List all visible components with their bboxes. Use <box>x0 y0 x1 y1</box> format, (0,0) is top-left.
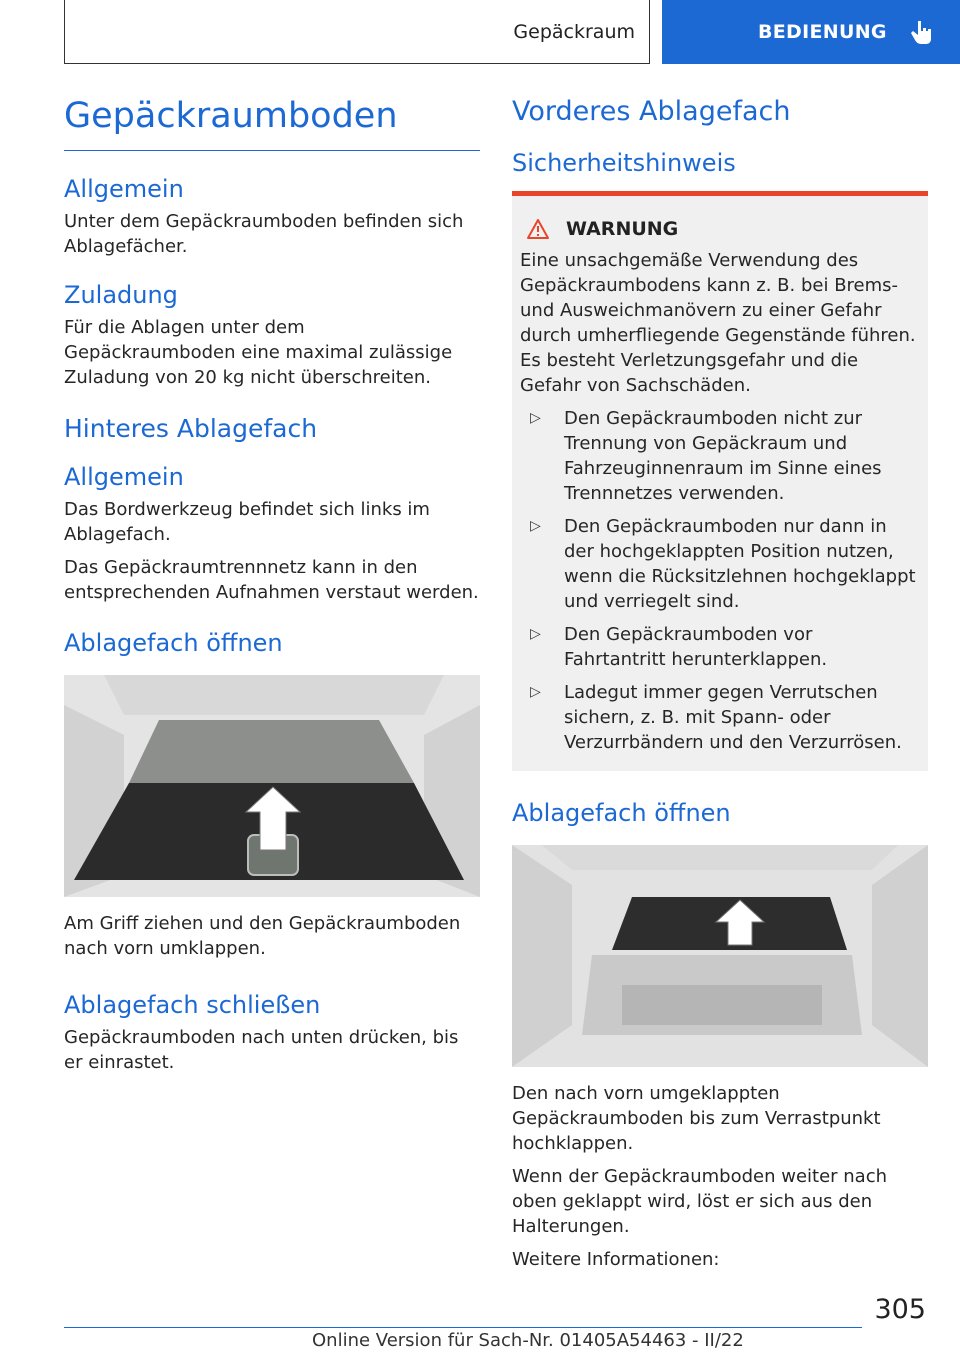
warning-text: Eine unsachgemäße Verwendung des Gepäckraumbodens kann z. B. bei Brems- und Ausweichmanövern zu einer Gefahr durch umherfliegende Gegenstände führen. Es besteht Verletzungsgefahr und die Gefahr von Sachschäden. <box>520 250 916 396</box>
heading-sicherheitshinweis: Sicherheitshinweis <box>512 149 736 177</box>
header-section-label: Gepäckraum <box>513 20 635 43</box>
warning-bullet <box>520 680 918 755</box>
figure-front-compartment <box>512 845 928 1067</box>
right-column <box>512 96 928 1280</box>
heading-ablagefach-oeffnen: Ablagefach öffnen <box>64 629 283 657</box>
text-weitere-informationen: Weitere Informationen: <box>512 1249 720 1270</box>
text-hochklappen: Den nach vorn umgeklappten Gepäckraumboden bis zum Verrastpunkt hochklappen. <box>512 1083 881 1154</box>
warning-bullet-text: Den Gepäckraumboden vor Fahrtantritt herunterklappen. <box>564 624 828 670</box>
page-title: Gepäckraumboden <box>64 96 480 151</box>
heading-ablagefach-oeffnen-right: Ablagefach öffnen <box>512 799 731 827</box>
trunk-floor-illustration <box>64 675 480 897</box>
header-section <box>64 0 650 64</box>
bullet-triangle-icon: ▷ <box>530 518 541 534</box>
text-oeffnen-left: Am Griff ziehen und den Gepäckraumboden nach vorn umklappen. <box>64 913 461 959</box>
warning-bullet <box>520 406 918 506</box>
heading-ablagefach-schliessen: Ablagefach schließen <box>64 991 321 1019</box>
text-schliessen: Gepäckraumboden nach unten drücken, bis er einrastet. <box>64 1027 459 1073</box>
heading-hinteres-allgemein: Allgemein <box>64 463 184 491</box>
heading-zuladung: Zuladung <box>64 281 178 309</box>
text-allgemein: Unter dem Gepäckraumboden befinden sich Ablagefächer. <box>64 211 464 257</box>
text-trennnetz: Das Gepäckraumtrennnetz kann in den entsprechenden Aufnahmen verstaut werden. <box>64 557 479 603</box>
text-halterungen: Wenn der Gepäckraumboden weiter nach oben geklappt wird, löst er sich aus den Halterungen. <box>512 1166 888 1237</box>
bullet-triangle-icon: ▷ <box>530 410 541 426</box>
header-chapter <box>662 0 960 64</box>
text-zuladung: Für die Ablagen unter dem Gepäckraumboden eine maximal zulässige Zuladung von 20 kg nicht überschreiten. <box>64 317 453 388</box>
warning-title <box>520 218 918 240</box>
footer-text: Online Version für Sach-Nr. 01405A54463 - II/22 <box>312 1330 744 1351</box>
bullet-triangle-icon: ▷ <box>530 684 541 700</box>
bullet-triangle-icon: ▷ <box>530 626 541 642</box>
warning-bullet <box>520 622 918 672</box>
header-chapter-label: BEDIENUNG <box>758 21 887 43</box>
heading-vorderes-ablagefach: Vorderes Ablagefach <box>512 96 791 127</box>
pointing-hand-icon <box>909 19 935 45</box>
warning-box <box>512 191 928 771</box>
heading-allgemein: Allgemein <box>64 175 184 203</box>
warning-bullet <box>520 514 918 614</box>
front-compartment-illustration <box>512 845 928 1067</box>
warning-label: WARNUNG <box>566 218 679 240</box>
figure-rear-compartment <box>64 675 480 897</box>
warning-bullet-text: Den Gepäckraumboden nur dann in der hochgeklappten Position nutzen, wenn die Rücksitzlehnen hochgeklappt und verriegelt sind. <box>564 516 916 612</box>
warning-bullet-text: Den Gepäckraumboden nicht zur Trennung von Gepäckraum und Fahrzeuginnenraum im Sinne eines Trennnetzes verwenden. <box>564 408 882 504</box>
left-column <box>64 96 480 1083</box>
page-number: 305 <box>874 1294 926 1325</box>
text-bordwerkzeug: Das Bordwerkzeug befindet sich links im Ablagefach. <box>64 499 430 545</box>
heading-hinteres-ablagefach: Hinteres Ablagefach <box>64 414 318 443</box>
warning-bullet-text: Ladegut immer gegen Verrutschen sichern, z. B. mit Spann- oder Verzurrbändern und den Verzurrösen. <box>564 682 902 753</box>
warning-triangle-icon <box>526 218 550 240</box>
footer-divider <box>64 1327 862 1328</box>
